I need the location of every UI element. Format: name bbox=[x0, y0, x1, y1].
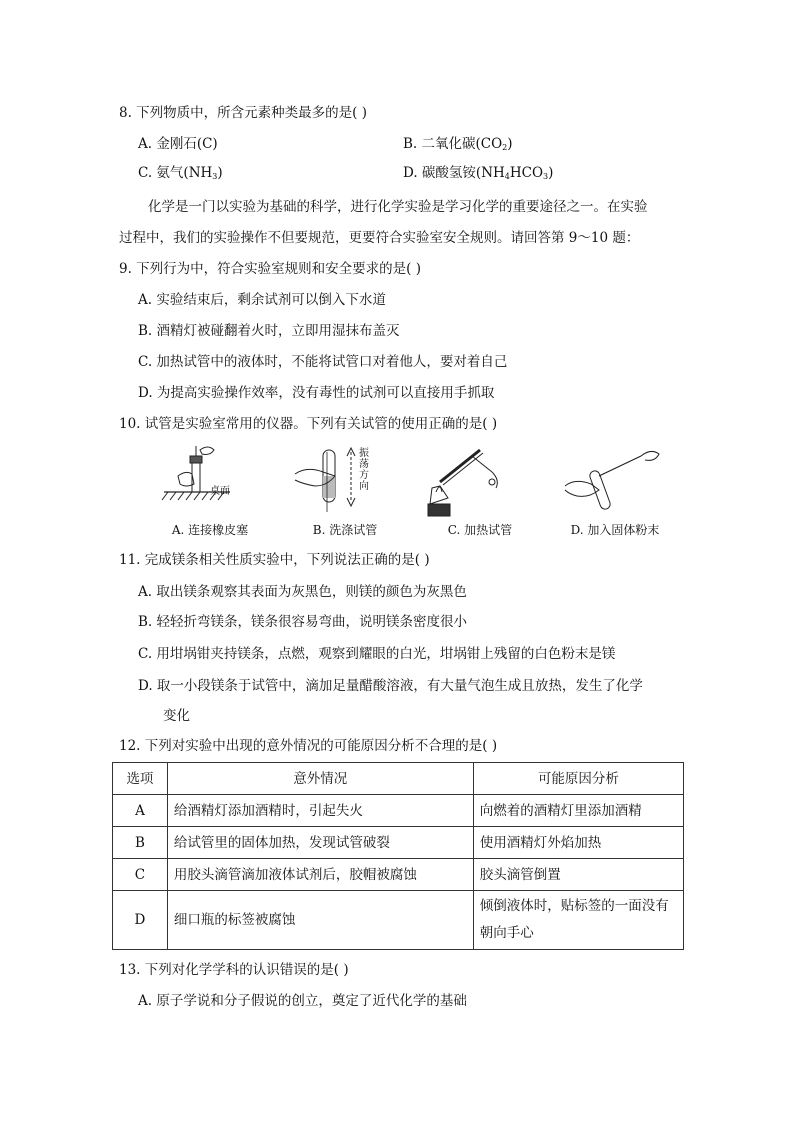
figure-b-label: 振荡方向 bbox=[359, 448, 369, 492]
figure-d-caption: D. 加入固体粉末 bbox=[570, 523, 660, 537]
figure-c-heat-tube bbox=[420, 442, 540, 542]
table-cell-situation: 细口瓶的标签被腐蚀 bbox=[167, 891, 473, 950]
table-header-option: 选项 bbox=[113, 763, 168, 795]
q13-stem: 13. 下列对化学学科的认识错误的是( ) bbox=[119, 962, 349, 978]
q12-table bbox=[112, 762, 684, 950]
q11-option-c: C. 用坩埚钳夹持镁条，点燃，观察到耀眼的白光，坩埚钳上残留的白色粉末是镁 bbox=[138, 646, 616, 662]
figure-a-caption: A. 连接橡皮塞 bbox=[171, 523, 249, 537]
q8-stem: 8. 下列物质中，所含元素种类最多的是( ) bbox=[119, 105, 367, 121]
figure-b-drawing bbox=[285, 442, 405, 522]
q8-option-b: B. 二氧化碳$(CO_2)$ bbox=[403, 136, 513, 152]
figure-d-drawing bbox=[555, 442, 675, 522]
table-row bbox=[113, 891, 684, 950]
q11-option-d-line1: D. 取一小段镁条于试管中，滴加足量醋酸溶液，有大量气泡生成且放热，发生了化学 bbox=[138, 678, 643, 694]
q8-option-a: A. 金刚石(C) bbox=[138, 136, 218, 152]
table-cell-cause-line1: 倾倒液体时，贴标签的一面没有 bbox=[479, 898, 669, 914]
table-cell-cause: 胶头滴管倒置 bbox=[473, 859, 683, 891]
figure-a-label: 桌面 bbox=[210, 486, 230, 497]
table-cell-situation: 给试管里的固体加热，发现试管破裂 bbox=[167, 827, 473, 859]
table-cell-option: A bbox=[113, 795, 168, 827]
table-cell-cause: 向燃着的酒精灯里添加酒精 bbox=[473, 795, 683, 827]
intro-line-2: 过程中，我们的实验操作不但要规范，更要符合实验室安全规则。请回答第 9～10 题： bbox=[119, 230, 640, 246]
figure-d-add-powder bbox=[555, 442, 675, 542]
q11-stem: 11. 完成镁条相关性质实验中，下列说法正确的是( ) bbox=[119, 552, 430, 568]
q8-option-c: C. 氨气$(NH_3)$ bbox=[138, 165, 223, 181]
q11-option-d-line2: 变化 bbox=[163, 708, 190, 724]
table-header-situation: 意外情况 bbox=[167, 763, 473, 795]
q8-option-d: D. 碳酸氢铵$(NH_4HCO_3)$ bbox=[403, 165, 554, 181]
q11-option-b: B. 轻轻折弯镁条，镁条很容易弯曲，说明镁条密度很小 bbox=[138, 614, 468, 630]
table-cell-option: C bbox=[113, 859, 168, 891]
table-cell-option: B bbox=[113, 827, 168, 859]
q11-option-a: A. 取出镁条观察其表面为灰黑色，则镁的颜色为灰黑色 bbox=[138, 584, 467, 600]
table-cell-cause-line2: 朝向手心 bbox=[479, 925, 534, 941]
figure-b-wash-tube bbox=[285, 442, 405, 542]
intro-line-1: 化学是一门以实验为基础的科学，进行化学实验是学习化学的重要途径之一。在实验 bbox=[148, 199, 648, 215]
q10-stem: 10. 试管是实验室常用的仪器。下列有关试管的使用正确的是( ) bbox=[119, 416, 498, 432]
table-row bbox=[113, 795, 684, 827]
figure-b-caption: B. 洗涤试管 bbox=[312, 523, 378, 537]
q10-figures bbox=[140, 442, 680, 542]
q13-option-a: A. 原子学说和分子假说的创立，奠定了近代化学的基础 bbox=[138, 993, 467, 1009]
table-cell-cause bbox=[473, 891, 683, 950]
table-header-cause: 可能原因分析 bbox=[473, 763, 683, 795]
figure-c-caption: C. 加热试管 bbox=[447, 523, 513, 537]
table-row bbox=[113, 859, 684, 891]
q9-option-c: C. 加热试管中的液体时，不能将试管口对着他人，要对着自己 bbox=[138, 354, 508, 370]
table-cell-option: D bbox=[113, 891, 168, 950]
table-header-row bbox=[113, 763, 684, 795]
figure-a-drawing bbox=[150, 442, 270, 522]
q9-option-d: D. 为提高实验操作效率，没有毒性的试剂可以直接用手抓取 bbox=[138, 385, 495, 401]
table-cell-situation: 给酒精灯添加酒精时，引起失火 bbox=[167, 795, 473, 827]
q9-option-b: B. 酒精灯被碰翻着火时，立即用湿抹布盖灭 bbox=[138, 323, 400, 339]
table-cell-cause: 使用酒精灯外焰加热 bbox=[473, 827, 683, 859]
table-cell-situation: 用胶头滴管滴加液体试剂后，胶帽被腐蚀 bbox=[167, 859, 473, 891]
figure-a-connect-stopper bbox=[150, 442, 270, 542]
table-row bbox=[113, 827, 684, 859]
q9-option-a: A. 实验结束后，剩余试剂可以倒入下水道 bbox=[138, 292, 386, 308]
figure-c-drawing bbox=[420, 442, 540, 522]
q9-stem: 9. 下列行为中，符合实验室规则和安全要求的是( ) bbox=[119, 261, 421, 277]
q12-stem: 12. 下列对实验中出现的意外情况的可能原因分析不合理的是( ) bbox=[119, 738, 498, 754]
